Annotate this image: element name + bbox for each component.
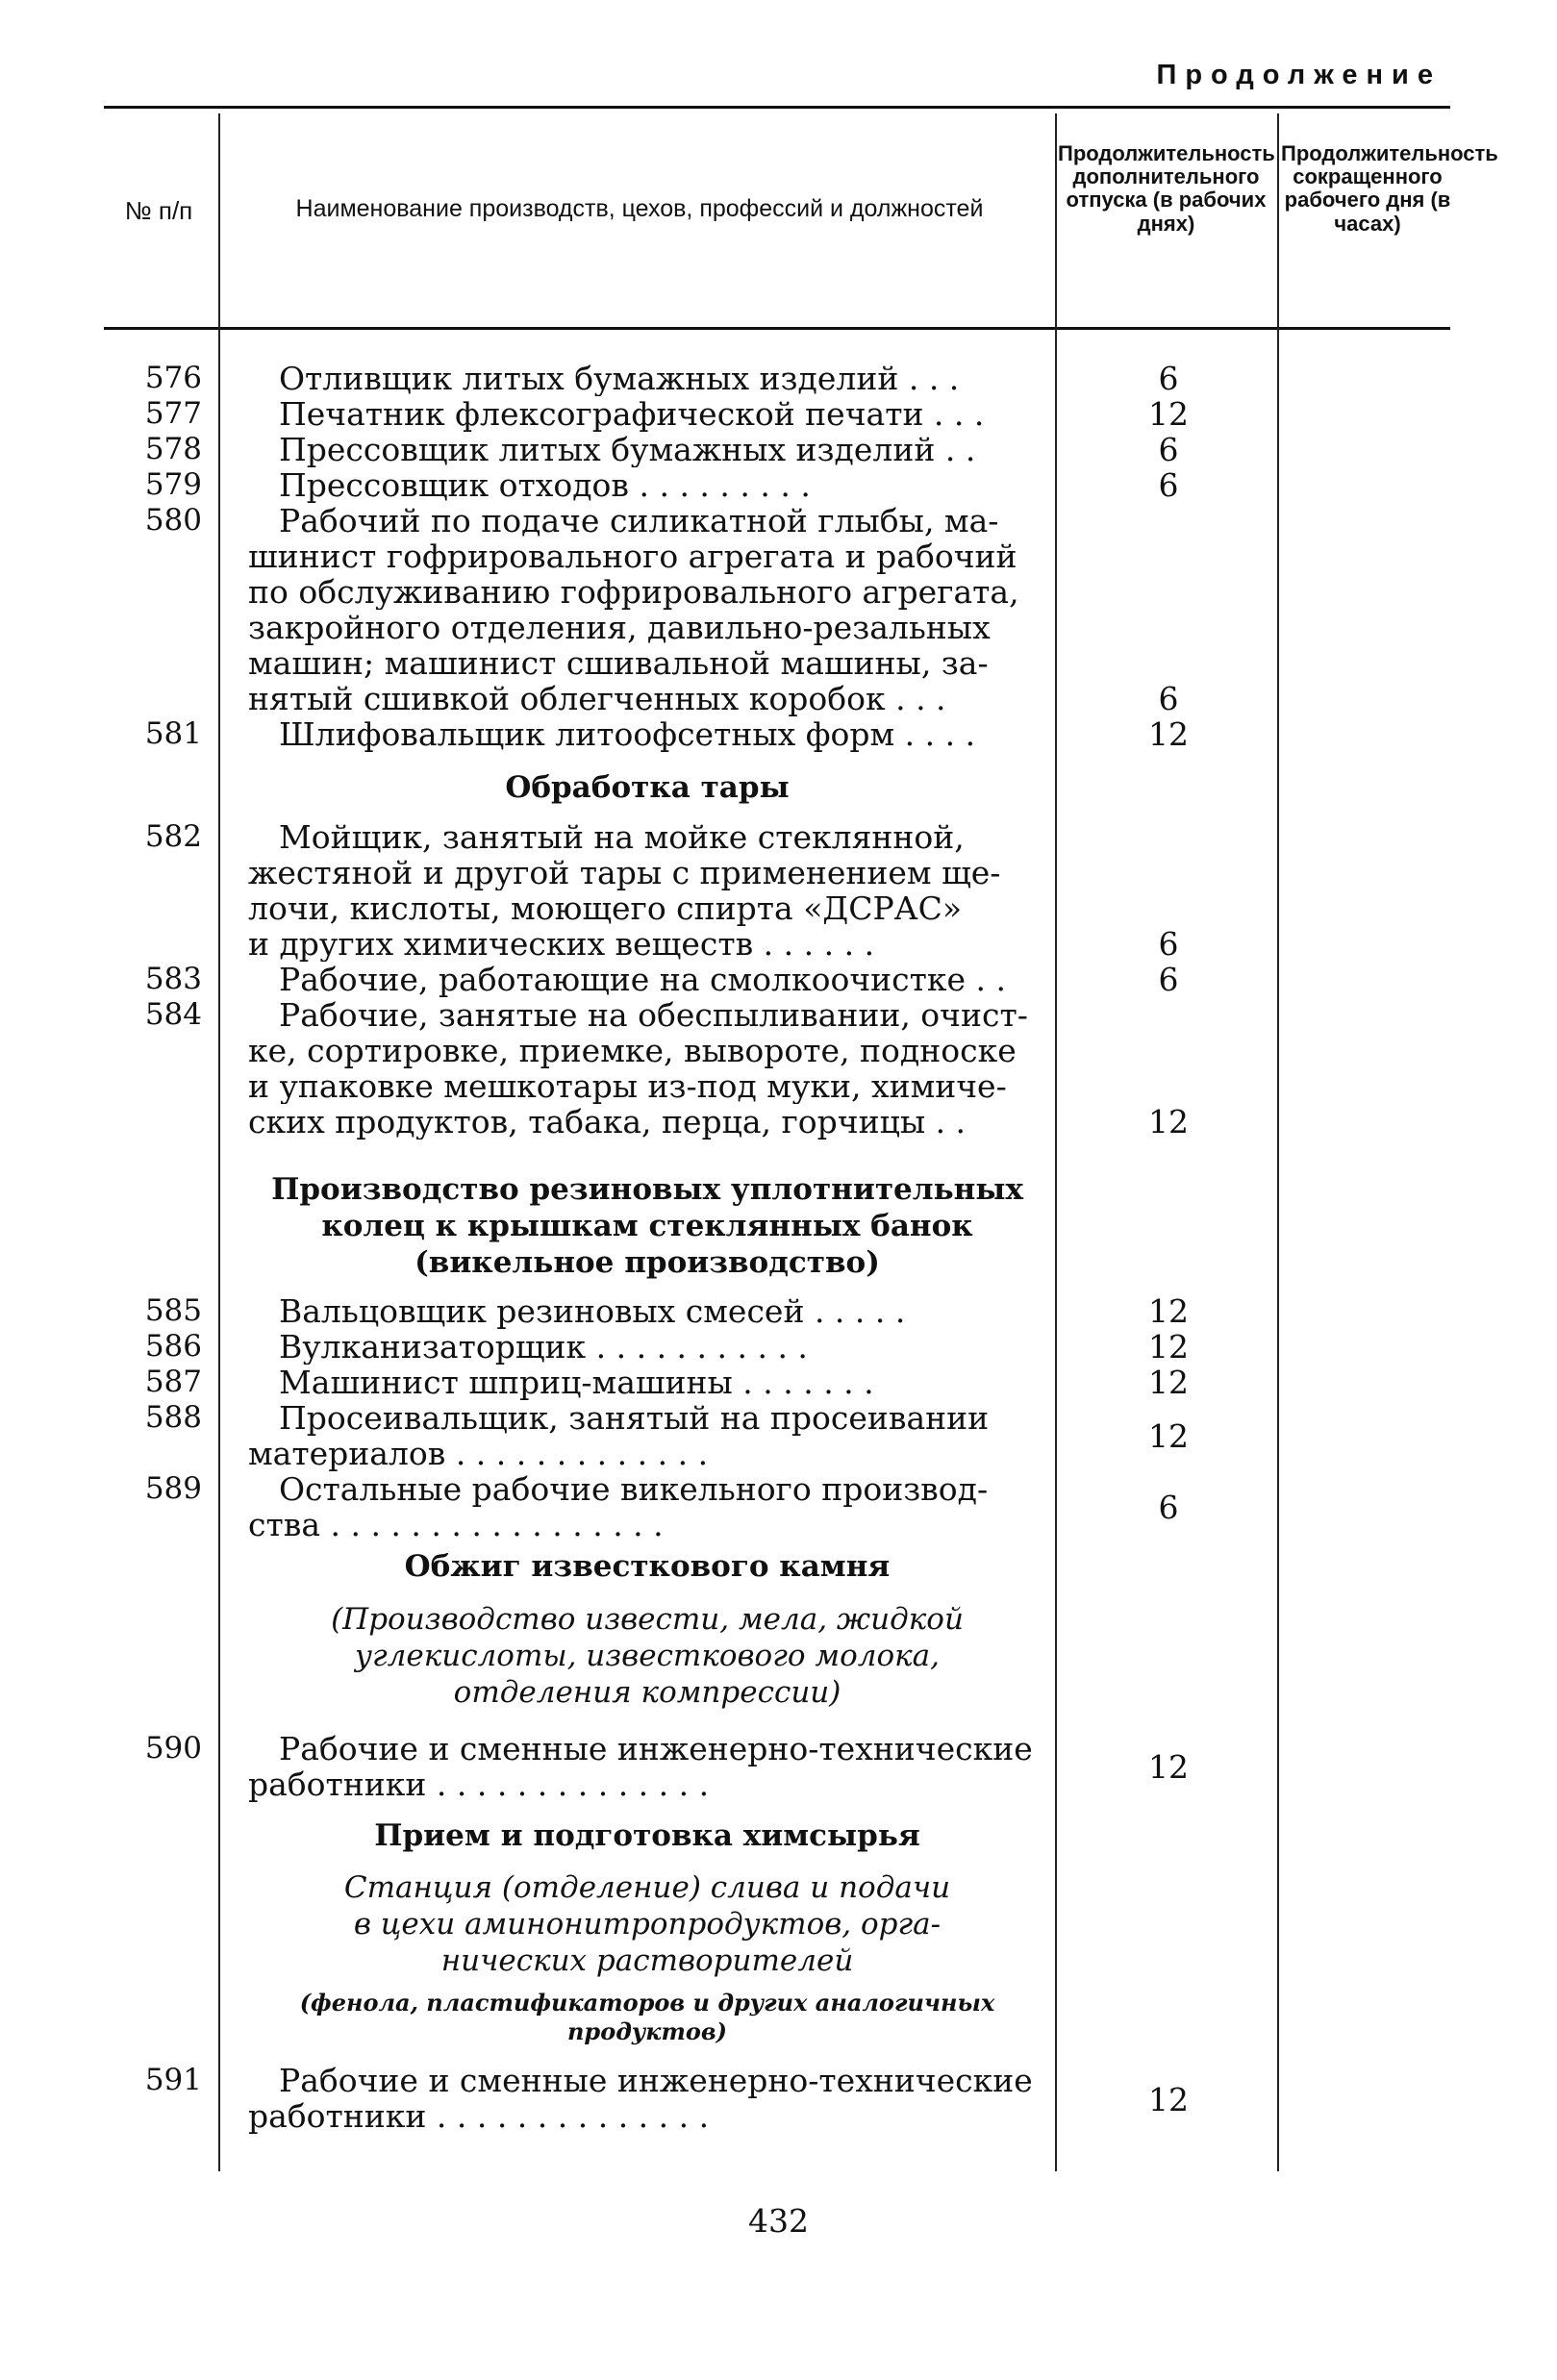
row-number: 589 [144, 1471, 202, 1506]
row-number: 590 [144, 1731, 202, 1766]
section-title: Обжиг известкового камня [404, 1549, 891, 1584]
row-text: Шлифовальщик литоофсетных форм . . . . [279, 716, 976, 752]
top-rule [104, 106, 1450, 109]
row-text: Машинист шприц-машины . . . . . . . [279, 1365, 874, 1400]
row-text: Прессовщик отходов . . . . . . . . . [279, 467, 811, 503]
row-text: Вальцовщик резиновых смесей . . . . . [279, 1293, 906, 1329]
row-number: 588 [144, 1400, 202, 1435]
row-vacation: 6 [1158, 680, 1179, 717]
row-number: 585 [144, 1293, 202, 1328]
row-vacation: 6 [1158, 431, 1179, 468]
row-vacation: 6 [1158, 466, 1179, 504]
row-text: Рабочие и сменные инженерно-технические работники . . . . . . . . . . . . . . [248, 1731, 1033, 1802]
row-number: 581 [144, 716, 202, 751]
row-text: Печатник флексографической печати . . . [279, 396, 985, 432]
row-number: 580 [144, 503, 202, 538]
row-vacation: 6 [1158, 360, 1179, 397]
section-subtitle: (Производство извести, мела, жидкой углекислоты, известкового молока, отделения компрессии) [331, 1602, 964, 1710]
section-title: Прием и подготовка химсырья [374, 1818, 920, 1853]
section-title: Производство резиновых уплотнительных колец к крышкам стеклянных банок (викельное производство) [271, 1172, 1023, 1280]
header-workday: Продолжительность сокращенного рабочего дня (в часах) [1281, 141, 1498, 236]
row-text: Вулканизаторщик . . . . . . . . . . . [279, 1329, 808, 1365]
row-vacation: 12 [1148, 1748, 1189, 1786]
section-note: (фенола, пластификаторов и других аналогичных продуктов) [299, 1989, 995, 2045]
row-number: 591 [144, 2063, 202, 2097]
row-number: 587 [144, 1365, 202, 1399]
header-name: Наименование производств, цехов, профессий и должностей [295, 195, 984, 222]
row-text: Рабочие, занятые на обеспыливании, очист- ке, сортировке, приемке, вывороте, подноске и упаковке мешкотары из-под муки, химиче- ских продуктов, табака, перца, горчицы . . [248, 997, 1028, 1140]
row-text: Отливщик литых бумажных изделий . . . [279, 361, 960, 396]
row-number: 586 [144, 1329, 202, 1364]
row-text: Остальные рабочие викельного производ- ства . . . . . . . . . . . . . . . . . [248, 1471, 989, 1542]
row-number: 584 [144, 997, 202, 1032]
row-vacation: 12 [1148, 715, 1189, 753]
row-number: 582 [144, 819, 202, 854]
row-vacation: 6 [1158, 961, 1179, 998]
row-text: Прессовщик литых бумажных изделий . . [279, 432, 976, 467]
section-subtitle: Станция (отделение) слива и подачи в цехи аминонитропродуктов, орга- нических растворителей [343, 1870, 951, 1978]
row-text: Рабочие, работающие на смолкоочистке . . [279, 962, 1006, 997]
continuation-label: Продолжение [1156, 60, 1442, 90]
row-text: Рабочие и сменные инженерно-технические работники . . . . . . . . . . . . . . [248, 2063, 1033, 2134]
row-vacation: 12 [1148, 395, 1189, 433]
row-vacation: 12 [1148, 1417, 1189, 1455]
section-title: Обработка тары [505, 770, 790, 805]
row-vacation: 12 [1148, 1292, 1189, 1330]
row-vacation: 12 [1148, 1364, 1189, 1401]
row-number: 583 [144, 962, 202, 996]
column-divider [1277, 113, 1279, 2171]
row-text: Просеивальщик, занятый на просеивании материалов . . . . . . . . . . . . . [248, 1400, 990, 1471]
column-divider [218, 113, 220, 2171]
row-text: Мойщик, занятый на мойке стеклянной, жестяной и другой тары с применением ще- лочи, кислоты, моющего спирта «ДСРАС» и других химических веществ . . . . . . [248, 819, 1001, 962]
header-number: № п/п [124, 196, 193, 225]
row-vacation: 12 [1148, 1328, 1189, 1365]
column-divider [1055, 113, 1057, 2171]
row-vacation: 6 [1158, 1489, 1179, 1526]
header-rule [104, 327, 1450, 330]
header-vacation: Продолжительность дополнительного отпуска (в рабочих днях) [1058, 141, 1275, 236]
row-number: 579 [144, 467, 202, 502]
row-vacation: 12 [1148, 1103, 1189, 1140]
row-number: 578 [144, 432, 202, 466]
row-text: Рабочий по подаче силикатной глыбы, ма- шинист гофрировального агрегата и рабочий по обслуживанию гофрировального агрегата, закройного отделения, давильно-резальных машин; машинист сшивальной машины, за- нятый сшивкой облегченных коробок . . . [248, 503, 1019, 716]
page-number: 432 [748, 2202, 809, 2240]
row-vacation: 6 [1158, 925, 1179, 963]
row-number: 576 [144, 361, 202, 395]
row-vacation: 12 [1148, 2081, 1189, 2118]
row-number: 577 [144, 396, 202, 431]
